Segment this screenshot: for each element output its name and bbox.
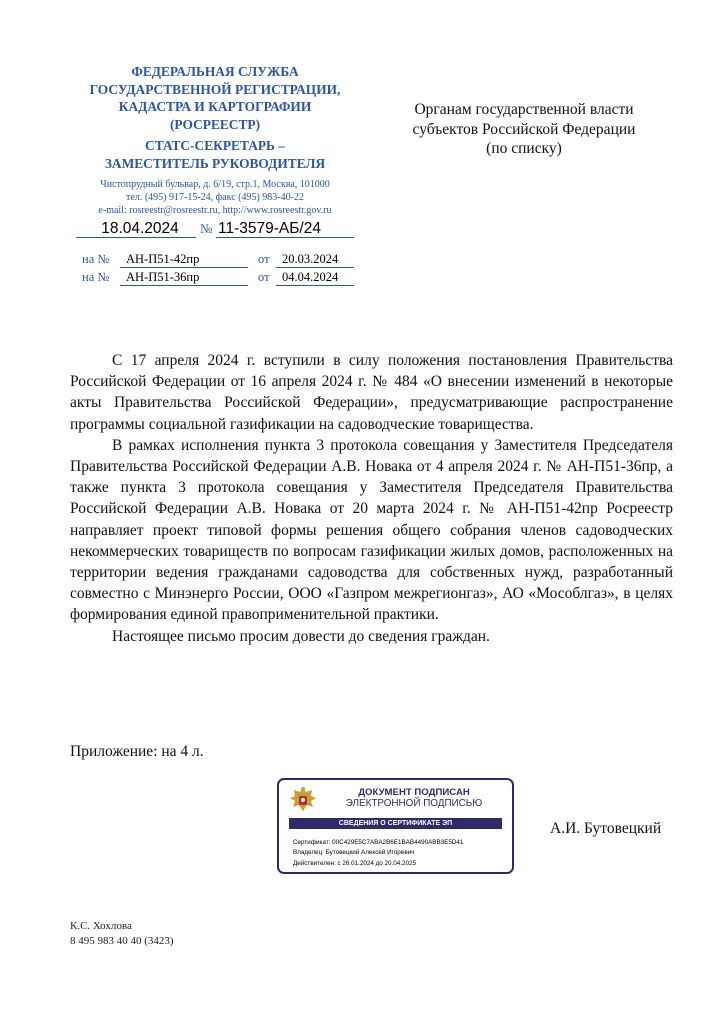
recipient-line: Органам государственной власти — [414, 101, 634, 118]
position-line: СТАТС-СЕКРЕТАРЬ – — [145, 138, 285, 153]
registration-line — [76, 220, 356, 238]
organization-name — [70, 63, 360, 133]
certificate-info-bar: СВЕДЕНИЯ О СЕРТИФИКАТЕ ЭП — [289, 818, 502, 829]
reference-row — [82, 252, 356, 268]
ref-date: 20.03.2024 — [282, 252, 339, 266]
certificate-owner: Владелец: Бутовецкий Алексей Игоревич — [293, 849, 415, 857]
registration-number: 11-3579-АБ/24 — [218, 220, 321, 237]
position-line: ЗАМЕСТИТЕЛЬ РУКОВОДИТЕЛЯ — [104, 155, 326, 171]
emblem-icon — [288, 785, 318, 815]
reference-row — [82, 270, 356, 286]
org-line: КАДАСТРА И КАРТОГРАФИИ — [118, 99, 312, 114]
ref-ot-label: от — [258, 252, 270, 266]
ref-date-underline — [276, 267, 354, 268]
date-underline — [76, 237, 196, 238]
ref-na-label: на № — [82, 270, 110, 284]
letter-body — [70, 350, 673, 647]
address-line: Чистопрудный бульвар, д. 6/19, стр.1, Москва, 101000 — [100, 179, 330, 190]
ref-ot-label: от — [258, 270, 270, 284]
stamp-title-line: ЭЛЕКТРОННОЙ ПОДПИСЬЮ — [345, 798, 483, 809]
certificate-details — [293, 838, 508, 869]
ref-number: АН-П51-36пр — [126, 270, 200, 284]
certificate-validity: Действителен: с 26.01.2024 до 20.04.2025 — [293, 859, 417, 867]
ref-number-underline — [120, 285, 248, 286]
contact-phone: 8 495 983 40 40 (3423) — [70, 934, 174, 947]
stamp-title — [319, 787, 509, 809]
ref-date: 04.04.2024 — [282, 270, 339, 284]
recipient-line: (по списку) — [486, 140, 562, 157]
ref-na-label: на № — [82, 252, 110, 266]
ref-date-underline — [276, 285, 354, 286]
ref-number: АН-П51-42пр — [126, 252, 200, 266]
ref-number-underline — [120, 267, 248, 268]
recipient-line: субъектов Российской Федерации — [412, 120, 636, 138]
org-line: ГОСУДАРСТВЕННОЙ РЕГИСТРАЦИИ, — [89, 81, 341, 97]
organization-address — [70, 178, 360, 217]
contact-person — [70, 919, 174, 948]
contact-name: К.С. Хохлова — [70, 920, 132, 932]
signer-name: А.И. Бутовецкий — [550, 820, 662, 837]
address-line: тел. (495) 917-15-24, факс (495) 983-40-22 — [126, 192, 304, 203]
address-line: e-mail: rosreestr@rosreestr.ru, http://www.rosreestr.gov.ru — [98, 205, 332, 216]
body-paragraph: В рамках исполнения пункта 3 протокола совещания у Заместителя Председателя Правительства Российской Федерации А.В. Новака от 4 апреля 2024 г. № АН-П51-36пр, а также пункта 3 протокола совещания у Заместителя Председателя Правительства Российской Федерации А.В. Новака от 20 марта 2024 г. № АН-П51-42пр Росреестр направляет проект типовой формы решения общего собрания членов садоводческих некоммерческих товариществ по вопросам газификации жилых домов, расположенных на территории ведения гражданами садоводства для собственных нужд, разработанный совместно с Минэнерго России, ООО «Газпром межрегионгаз», АО «Мособлгаз», в целях формирования единой правоприменительной практики. — [70, 436, 673, 624]
registration-date: 18.04.2024 — [101, 220, 179, 237]
certificate-number: Сертификат: 00C429E5C7ABA2B6E1BAB4490ABB3E5D41 — [293, 839, 464, 846]
number-underline — [216, 237, 354, 238]
body-paragraph: Настоящее письмо просим довести до сведения граждан. — [112, 627, 490, 645]
attachment-note: Приложение: на 4 л. — [70, 743, 204, 760]
stamp-title-line: ДОКУМЕНТ ПОДПИСАН — [358, 787, 470, 798]
org-line: (РОСРЕЕСТР) — [169, 116, 261, 132]
electronic-signature-stamp — [277, 778, 514, 874]
number-label: № — [200, 221, 213, 236]
sender-position — [70, 137, 360, 172]
org-line: ФЕДЕРАЛЬНАЯ СЛУЖБА — [131, 64, 299, 79]
body-paragraph: С 17 апреля 2024 г. вступили в силу положения постановления Правительства Российской Федерации от 16 апреля 2024 г. № 484 «О внесении изменений в некоторые акты Правительства Российской Федерации», предусматривающие распространение программы социальной газификации на садоводческие товарищества. — [70, 352, 673, 433]
recipient-block — [393, 100, 655, 159]
